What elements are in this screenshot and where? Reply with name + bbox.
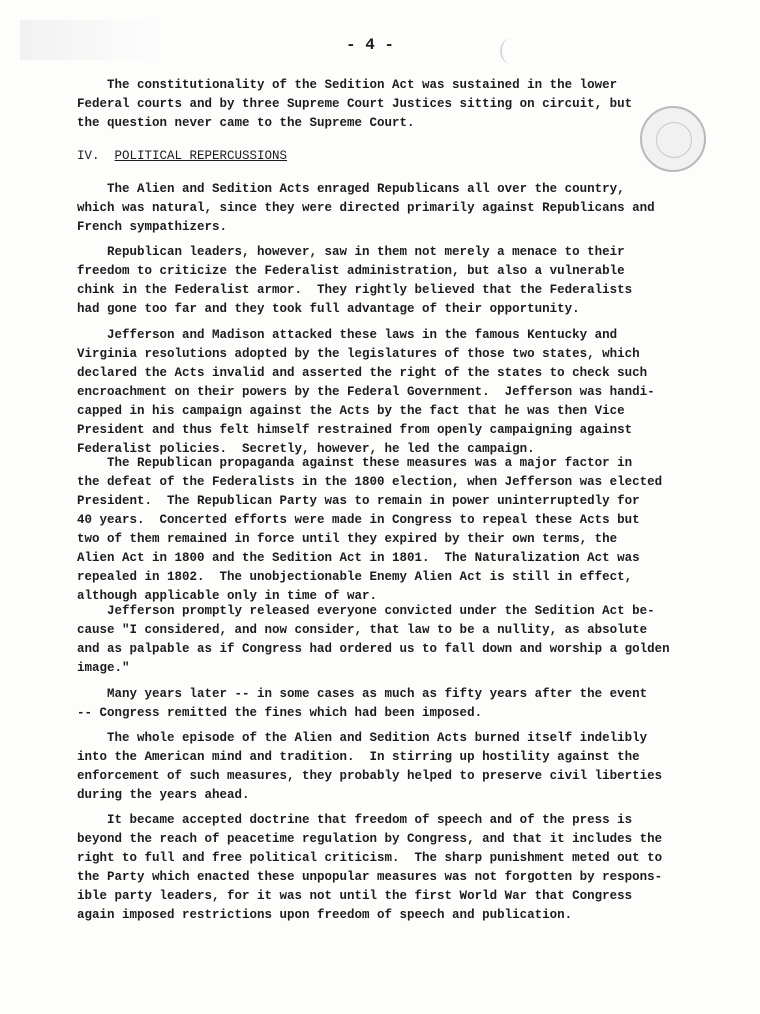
section-heading — [77, 147, 287, 166]
paragraph-accepted-doctrine: It became accepted doctrine that freedom of speech and of the press is beyond the reach of peacetime regulation by Congress, and that it includes the right to full and free political criticism. The sharp punishment meted out to the Party which enacted these unpopular measures was not forgotten by respons- ible party leaders, for it was not until the first World War that Congress again imposed restrictions upon freedom of speech and publication. — [77, 813, 663, 922]
section-numeral: IV. — [77, 149, 100, 163]
paragraph-fines-remitted: Many years later -- in some cases as much as fifty years after the event -- Congress remitted the fines which had been imposed. — [77, 687, 648, 720]
page-number: - 4 - — [345, 36, 394, 54]
section-title: POLITICAL REPERCUSSIONS — [114, 149, 288, 163]
paragraph-republicans-enraged: The Alien and Sedition Acts enraged Republicans all over the country, which was natural, since they were directed primarily against Republicans and French sympathizers. — [77, 182, 655, 234]
paragraph-whole-episode: The whole episode of the Alien and Sedition Acts burned itself indelibly into the American mind and tradition. In stirring up hostility against the enforcement of such measures, they probably helped to preserve civil liberties during the years ahead. — [77, 731, 663, 802]
paragraph-jefferson-release: Jefferson promptly released everyone convicted under the Sedition Act be- cause "I considered, and now consider, that law to be a nullity, as absolute and as palpable as if Congress had ordered us to fall down and worship a golden image." — [77, 604, 670, 675]
paragraph-kentucky-virginia: Jefferson and Madison attacked these laws in the famous Kentucky and Virginia resolutions adopted by the legislatures of those two states, which declared the Acts invalid and asserted the right of the states to check such encroachment on their powers by the Federal Government. Jefferson was handi- capped in his campaign against the Acts by the fact that he was then Vice President and thus felt himself restrained from openly campaigning against Federalist policies. Secretly, however, he led the campaign. — [77, 328, 655, 456]
paragraph-republican-leaders: Republican leaders, however, saw in them not merely a menace to their freedom to criticize the Federalist administration, but also a vulnerable chink in the Federalist armor. They rightly believed that the Federalists had gone too far and they took full advantage of their opportunity. — [77, 245, 633, 316]
paragraph-propaganda-1800: The Republican propaganda against these measures was a major factor in the defeat of the Federalists in the 1800 election, when Jefferson was elected President. The Republican Party was to remain in power uninterruptedly for 40 years. Concerted efforts were made in Congress to repeal these Acts but two of them remained in force until they expired by their own terms, the Alien Act in 1800 and the Sedition Act in 1801. The Naturalization Act was repealed in 1802. The unobjectionable Enemy Alien Act is still in effect, although applicable only in time of war. — [77, 456, 663, 603]
paragraph-sedition-constitutionality: The constitutionality of the Sedition Act was sustained in the lower Federal courts and by three Supreme Court Justices sitting on circuit, but the question never came to the Supreme Court. — [77, 78, 633, 130]
